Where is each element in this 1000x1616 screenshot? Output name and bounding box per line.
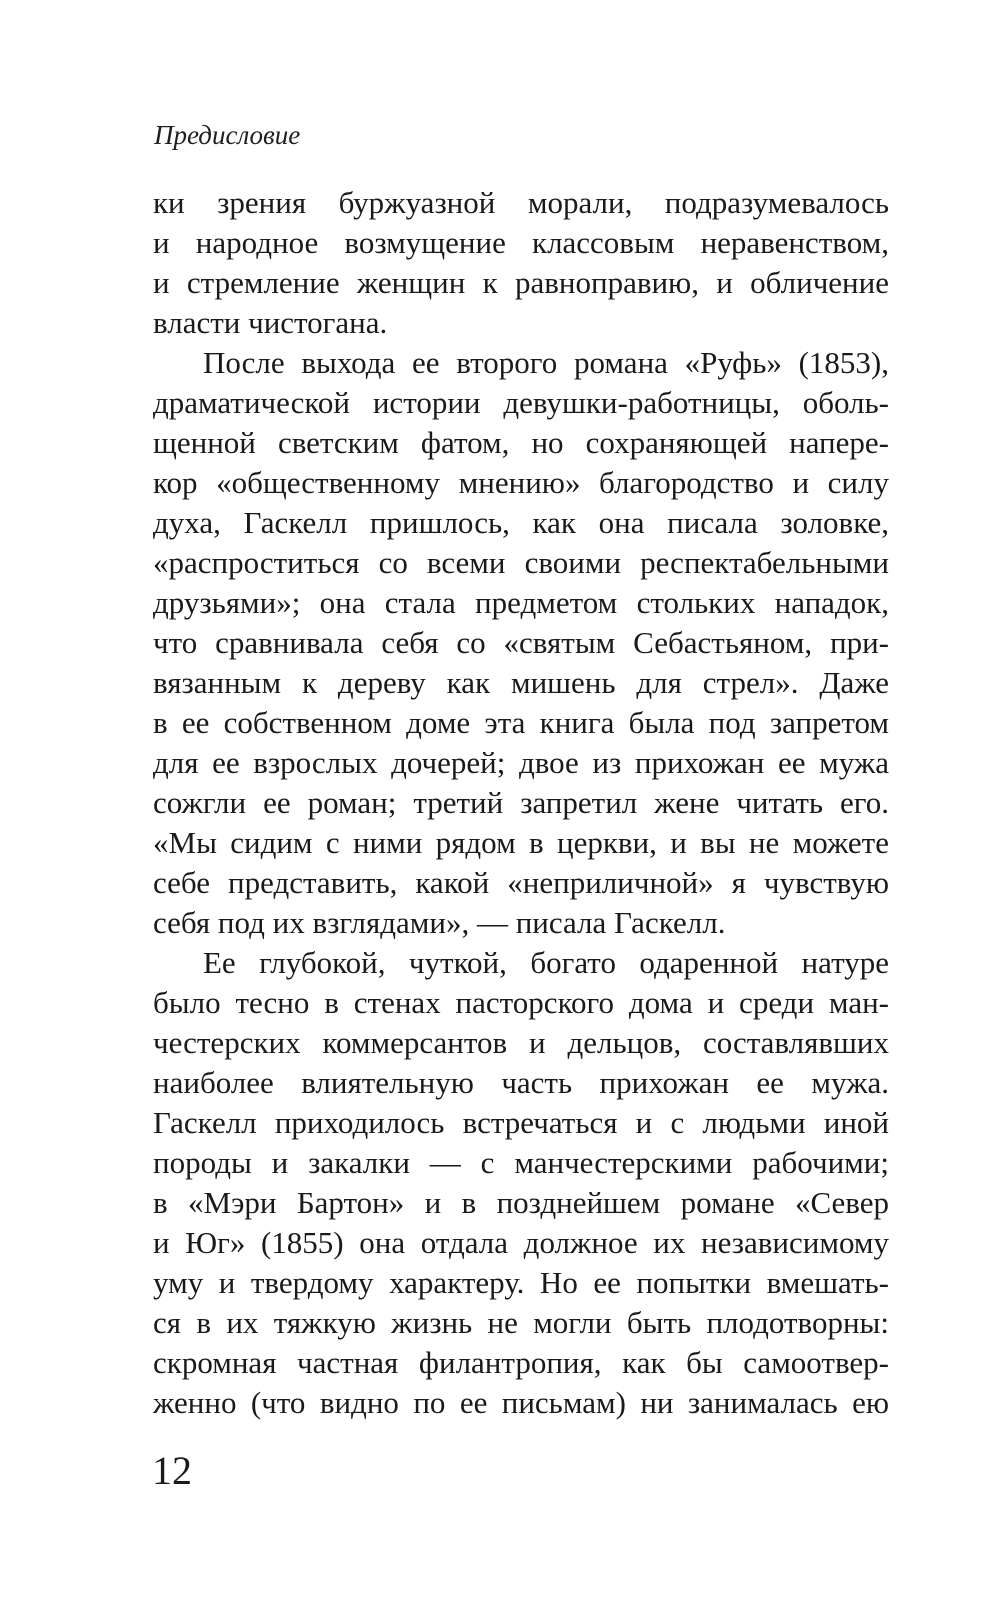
text-line: «распроститься со всеми своими респектабельными [153, 545, 889, 580]
text-line: что сравнивала себя со «святым Себастьяном, при- [153, 625, 889, 660]
text-line: кор «общественному мнению» благородство и силу [153, 465, 889, 500]
text-line: После выхода ее второго романа «Руфь» (1853), [203, 345, 889, 380]
text-line: себе представить, какой «неприличной» я чувствую [153, 865, 889, 900]
text-line: скромная частная филантропия, как бы самоотвер- [153, 1345, 889, 1380]
text-line: породы и закалки — с манчестерскими рабочими; [153, 1145, 889, 1180]
text-line: «Мы сидим с ними рядом в церкви, и вы не можете [153, 825, 889, 860]
text-line: и Юг» (1855) она отдала должное их независимому [153, 1225, 889, 1260]
text-line: духа, Гаскелл пришлось, как она писала золовке, [153, 505, 889, 540]
text-line: и стремление женщин к равноправию, и обличение [153, 265, 889, 300]
text-line: друзьями»; она стала предметом стольких нападок, [153, 585, 889, 620]
text-line: сожгли ее роман; третий запретил жене читать его. [153, 785, 889, 820]
text-line: для ее взрослых дочерей; двое из прихожан ее мужа [153, 745, 889, 780]
body-text [153, 183, 889, 1423]
text-line: уму и твердому характеру. Но ее попытки вмешать- [153, 1265, 889, 1300]
page-number: 12 [152, 1448, 192, 1493]
text-line: себя под их взглядами», — писала Гаскелл. [153, 905, 726, 940]
text-line: женно (что видно по ее письмам) ни занималась ею [153, 1385, 889, 1420]
text-line: власти чистогана. [153, 305, 388, 340]
text-line: ки зрения буржуазной морали, подразумевалось [153, 185, 889, 220]
text-line: Гаскелл приходилось встречаться и с людьми иной [153, 1105, 889, 1140]
running-head: Предисловие [154, 120, 301, 150]
text-line: наиболее влиятельную часть прихожан ее мужа. [153, 1065, 889, 1100]
text-line: в «Мэри Бартон» и в позднейшем романе «Север [153, 1185, 889, 1220]
text-line: вязанным к дереву как мишень для стрел». Даже [153, 665, 889, 700]
text-line: и народное возмущение классовым неравенством, [153, 225, 889, 260]
text-line: щенной светским фатом, но сохраняющей напере- [153, 425, 889, 460]
text-line: драматической истории девушки-работницы, оболь- [153, 385, 889, 420]
text-line: было тесно в стенах пасторского дома и среди ман- [153, 985, 889, 1020]
text-line: честерских коммерсантов и дельцов, составлявших [153, 1025, 889, 1060]
text-line: в ее собственном доме эта книга была под запретом [153, 705, 889, 740]
text-line: ся в их тяжкую жизнь не могли быть плодотворны: [153, 1305, 889, 1340]
text-line: Ее глубокой, чуткой, богато одаренной натуре [203, 945, 889, 980]
